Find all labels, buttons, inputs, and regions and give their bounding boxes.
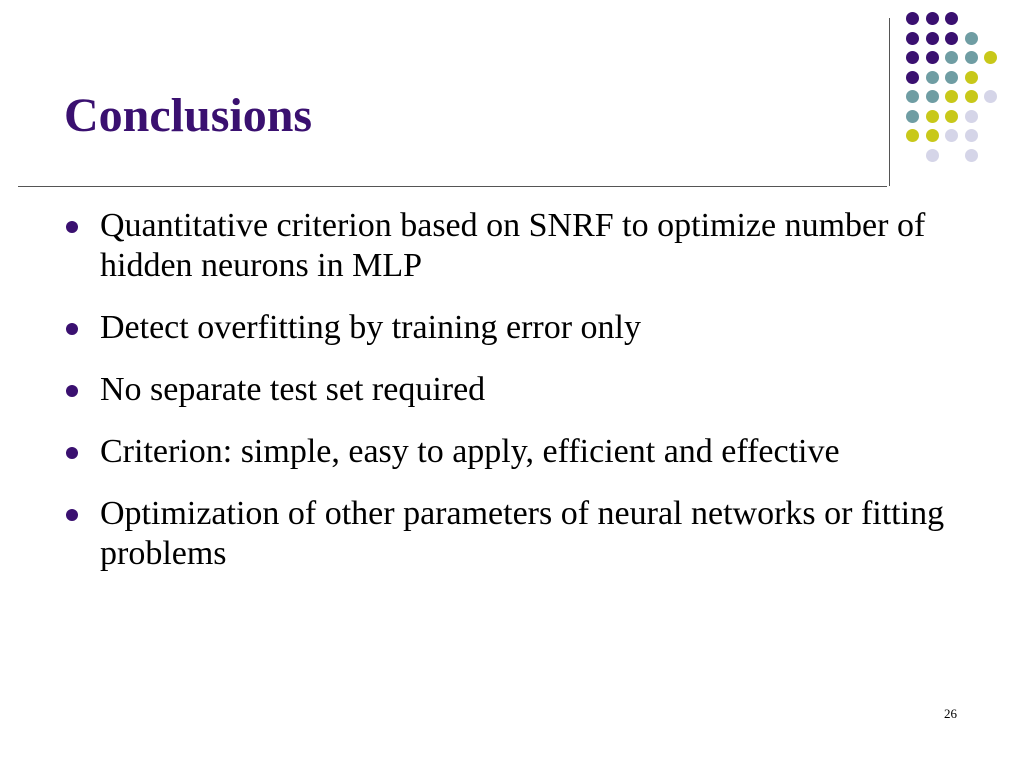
decorative-dot [945,90,958,103]
decorative-dot [945,51,958,64]
bullet-list [64,206,964,596]
bullet-item [64,370,964,410]
decorative-dot [906,51,919,64]
decorative-dot [906,129,919,142]
decorative-dot [965,110,978,123]
decorative-dot [926,12,939,25]
decorative-dot [906,71,919,84]
decorative-dot [965,32,978,45]
decorative-dot [945,129,958,142]
decorative-dot [926,32,939,45]
bullet-dot-icon [66,447,78,459]
decorative-dot [965,90,978,103]
decorative-dot [965,51,978,64]
decorative-dot-grid [906,12,1006,172]
title-divider-vertical [889,18,890,186]
decorative-dot [906,90,919,103]
decorative-dot [965,71,978,84]
bullet-item [64,494,964,574]
bullet-dot-icon [66,221,78,233]
slide-title: Conclusions [64,89,313,142]
decorative-dot [926,149,939,162]
bullet-dot-icon [66,323,78,335]
decorative-dot [965,129,978,142]
bullet-text: Detect overfitting by training error only [100,309,641,346]
title-divider-horizontal [18,186,887,187]
bullet-dot-icon [66,385,78,397]
decorative-dot [965,149,978,162]
bullet-text: No separate test set required [100,371,486,408]
decorative-dot [984,90,997,103]
decorative-dot [926,110,939,123]
decorative-dot [906,12,919,25]
decorative-dot [926,71,939,84]
bullet-text: Criterion: simple, easy to apply, efficient and effective [100,433,840,470]
decorative-dot [945,71,958,84]
decorative-dot [945,32,958,45]
decorative-dot [984,51,997,64]
decorative-dot [906,32,919,45]
decorative-dot [945,12,958,25]
bullet-text: Quantitative criterion based on SNRF to optimize number of hidden neurons in MLP [100,207,926,284]
decorative-dot [945,110,958,123]
bullet-item [64,206,964,286]
bullet-item [64,432,964,472]
decorative-dot [926,90,939,103]
decorative-dot [906,110,919,123]
decorative-dot [926,129,939,142]
decorative-dot [926,51,939,64]
bullet-text: Optimization of other parameters of neural networks or fitting problems [100,495,945,572]
bullet-item [64,308,964,348]
bullet-dot-icon [66,509,78,521]
page-number: 26 [944,706,957,721]
